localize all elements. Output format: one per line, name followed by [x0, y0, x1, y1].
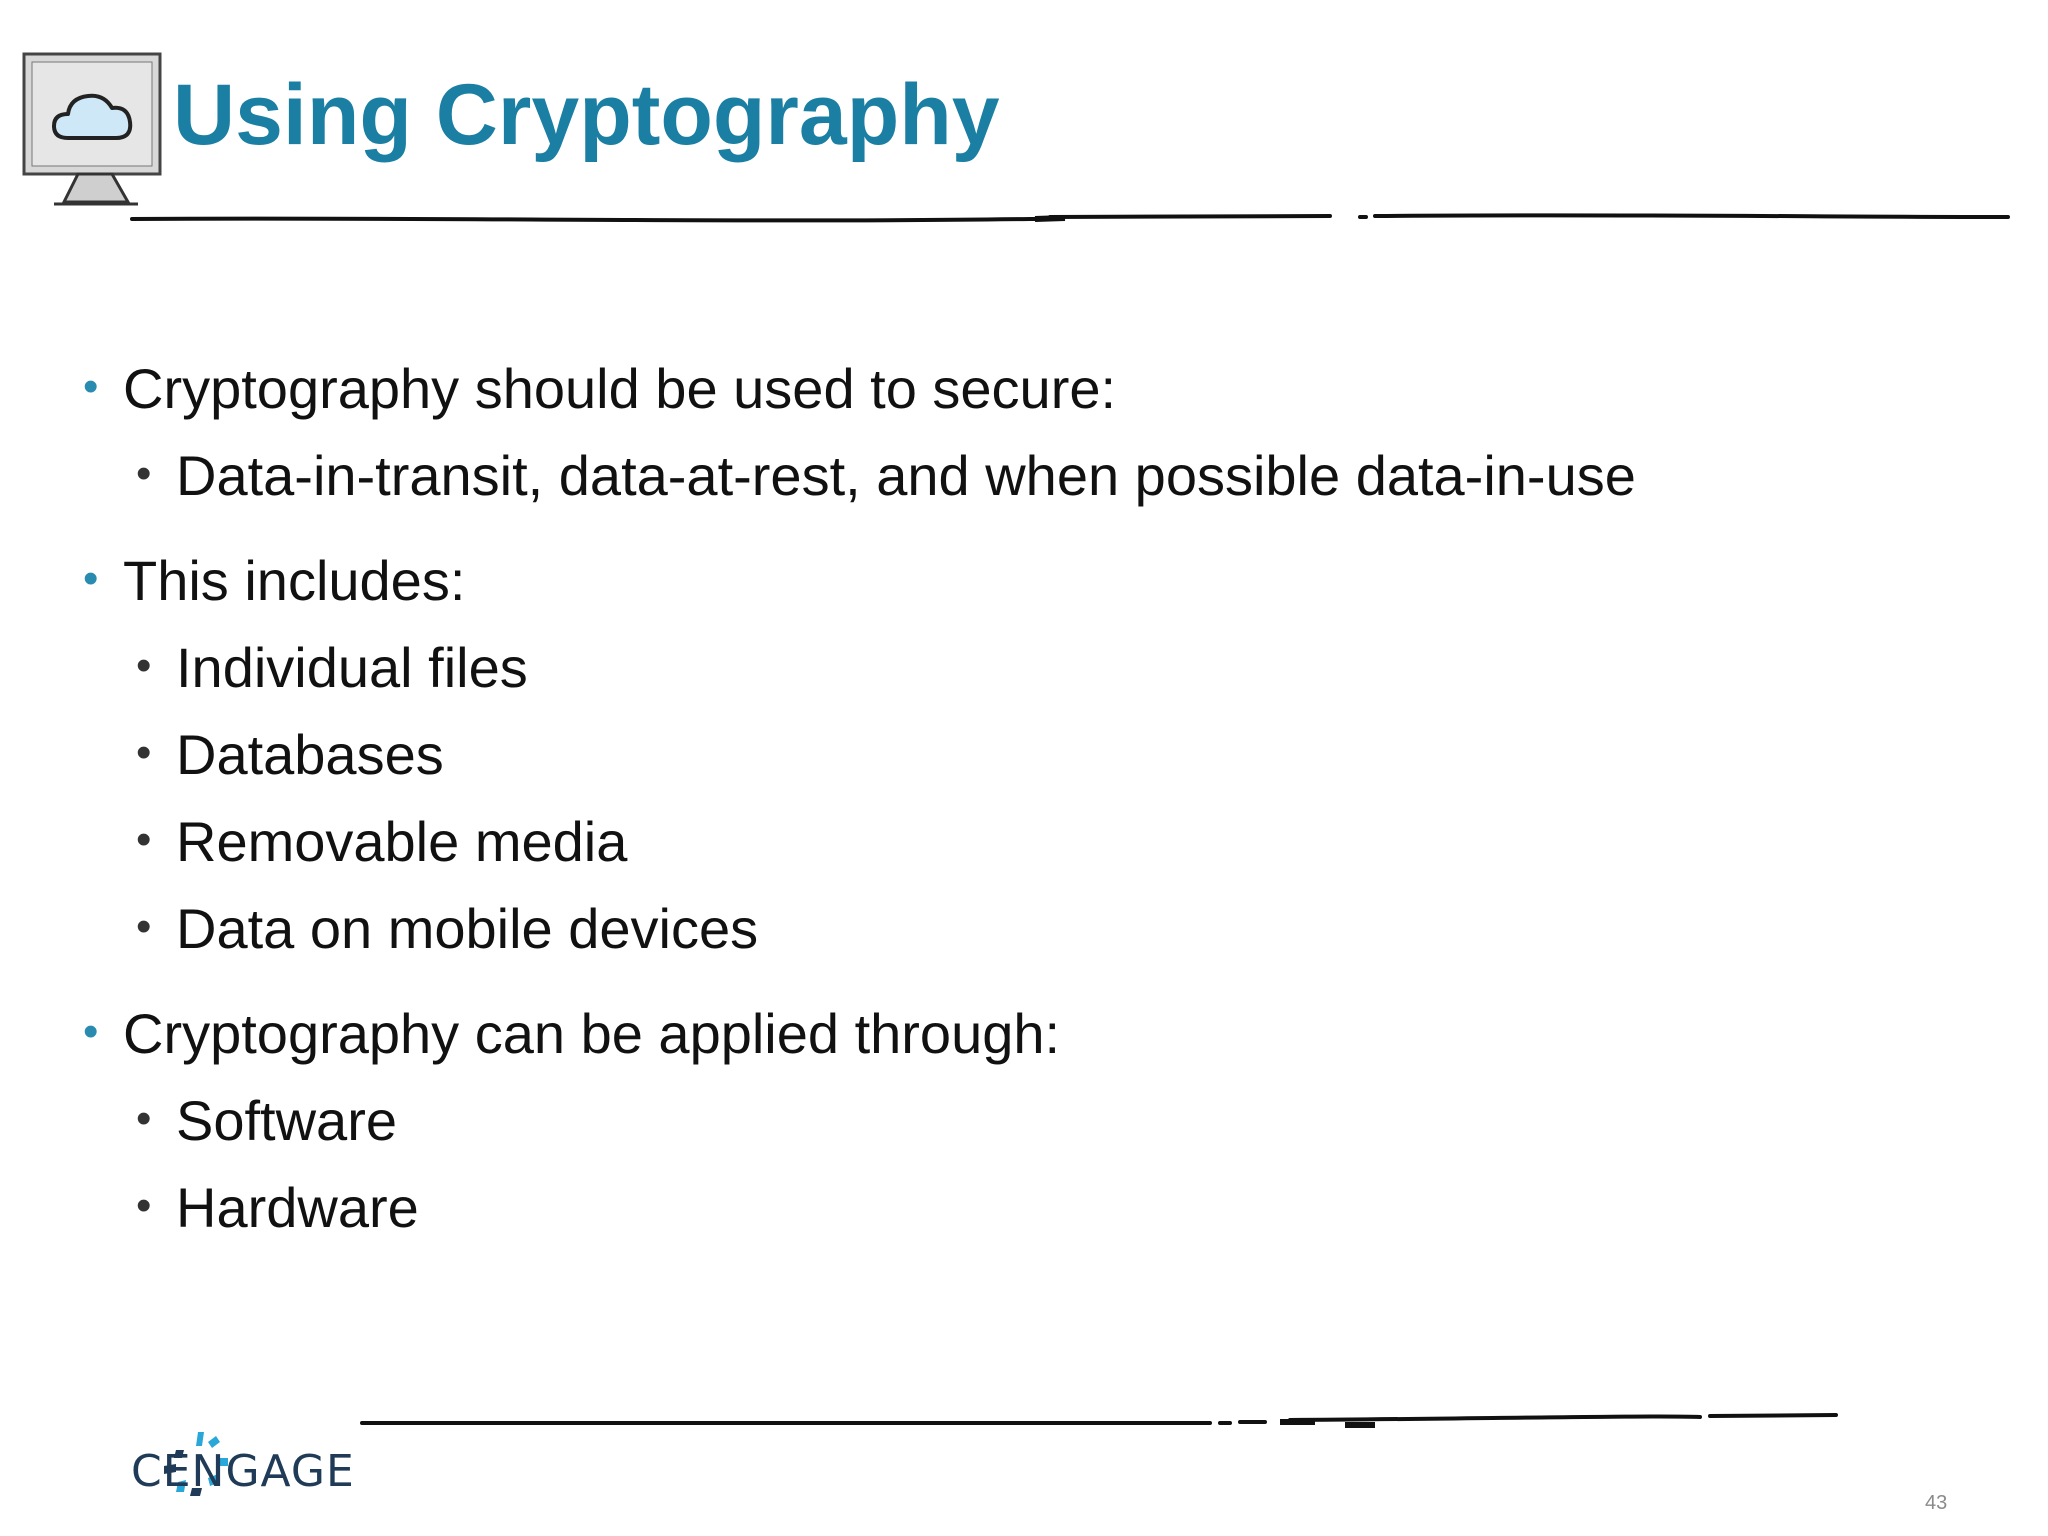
- sub-bullet-item: [136, 808, 628, 875]
- bullet-dot: •: [136, 902, 152, 951]
- bullet-text: Removable media: [176, 810, 628, 873]
- sub-bullet-item: [136, 895, 759, 962]
- bullet-text: Data-in-transit, data-at-rest, and when possible data-in-use: [176, 444, 1636, 507]
- bullet-dot: •: [83, 362, 99, 411]
- slide-title: Using Cryptography: [173, 67, 1000, 163]
- sub-bullet-item: [136, 1087, 397, 1154]
- bullet-text: Software: [176, 1089, 397, 1152]
- bullet-dot: •: [83, 1007, 99, 1056]
- bullet-dot: •: [136, 641, 152, 690]
- bullet-dot: •: [136, 1094, 152, 1143]
- sub-bullet-item: [136, 1174, 419, 1241]
- sub-bullet-item: [136, 634, 528, 701]
- bullet-dot: •: [136, 728, 152, 777]
- bullet-text: Individual files: [176, 636, 528, 699]
- bullet-text: Databases: [176, 723, 444, 786]
- bullet-text: Cryptography should be used to secure:: [123, 357, 1117, 420]
- title-divider: [130, 205, 2010, 229]
- logo-wordmark: CENGAGE: [131, 1446, 355, 1497]
- bullet-dot: •: [136, 1181, 152, 1230]
- bullet-dot: •: [83, 554, 99, 603]
- bullet-item: [83, 355, 1117, 422]
- sub-bullet-item: [136, 442, 1636, 509]
- bullet-dot: •: [136, 815, 152, 864]
- bullet-text: This includes:: [123, 549, 466, 612]
- bullet-text: Data on mobile devices: [176, 897, 759, 960]
- bullet-text: Hardware: [176, 1176, 419, 1239]
- cloud-monitor-icon: [20, 52, 170, 212]
- bullet-dot: •: [136, 449, 152, 498]
- bullet-item: [83, 547, 466, 614]
- sub-bullet-item: [136, 721, 444, 788]
- bullet-text: Cryptography can be applied through:: [123, 1002, 1061, 1065]
- bullet-item: [83, 1000, 1061, 1067]
- page-number: 43: [1925, 1492, 1948, 1514]
- footer-divider: [360, 1405, 1840, 1435]
